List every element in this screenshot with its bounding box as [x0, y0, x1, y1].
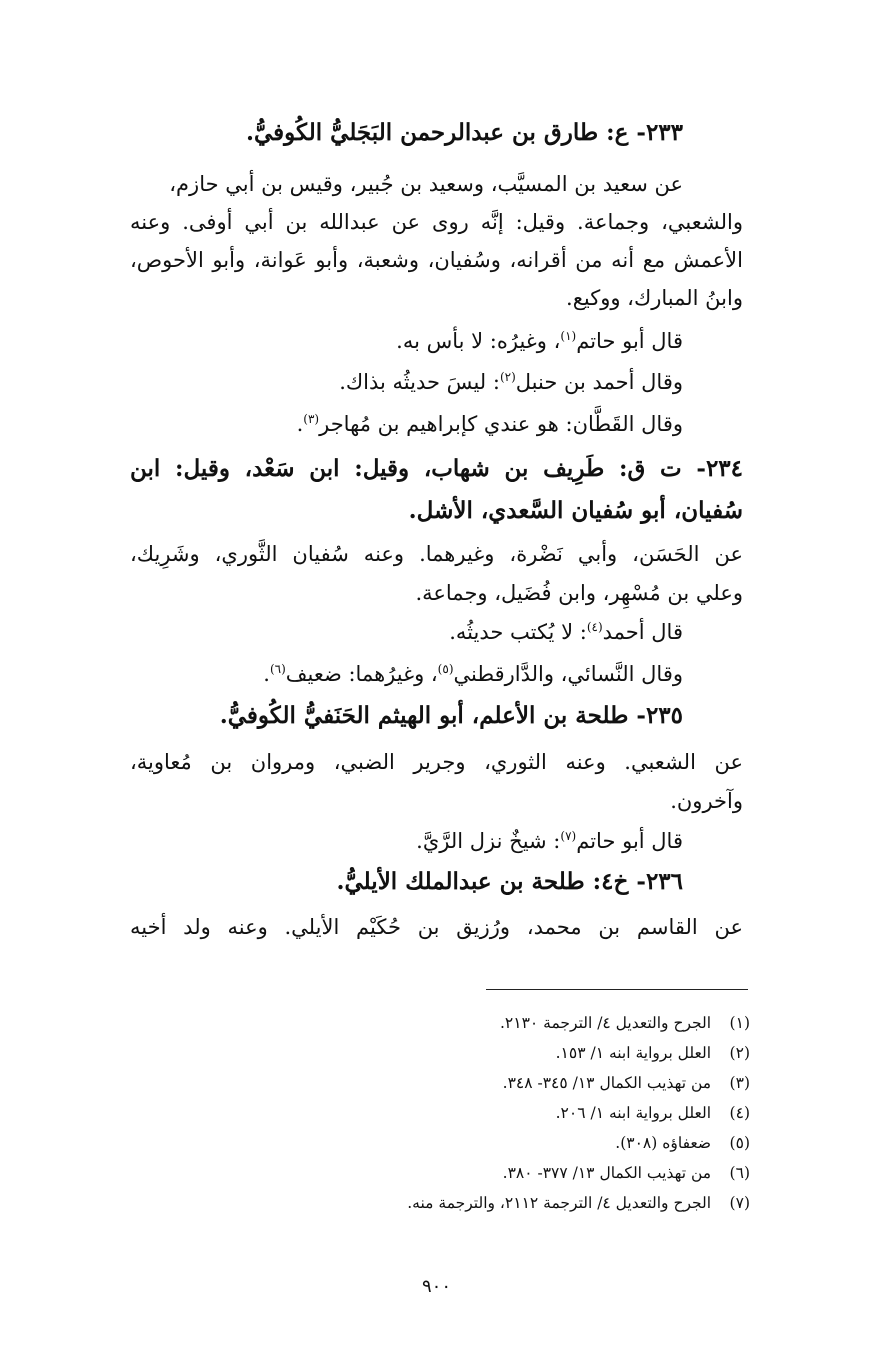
line-text: وقال القَطَّان: هو عندي كإبراهيم بن مُهاجر — [319, 412, 683, 436]
line-text: عن الشعبي. وعنه الثوري، وجرير الضبي، ومروان بن مُعاوية، — [130, 750, 743, 774]
line-text: عن الحَسَن، وأبي نَضْرة، وغيرهما. وعنه سُفيان الثَّوري، وشَرِيك، — [130, 542, 743, 566]
footnote-6 — [503, 1158, 750, 1188]
line-text: : لا يُكتب حديثُه. — [449, 620, 587, 644]
line-text: الأعمش مع أنه من أقرانه، وسُفيان، وشعبة، وأبو عَوانة، وأبو الأحوص، — [130, 248, 743, 272]
footnote-ref: (٧) — [560, 829, 577, 843]
footnote-number: (١) — [729, 1014, 750, 1032]
line-text: وقال أحمد بن حنبل — [515, 370, 683, 394]
line-text: . — [296, 412, 304, 436]
body-line — [73, 405, 683, 443]
footnote-ref: (٤) — [586, 620, 603, 634]
entry-heading-236 — [73, 863, 683, 901]
footnote-text: الجرح والتعديل ٤/ الترجمة ٢١١٢، والترجمة منه. — [407, 1194, 712, 1212]
line-text: قال أحمد — [602, 620, 683, 644]
entry-heading-235 — [73, 697, 683, 735]
page-number: ٩٠٠ — [421, 1276, 451, 1297]
footnote-5 — [615, 1128, 750, 1158]
line-text: عن سعيد بن المسيَّب، وسعيد بن جُبير، وقيس بن أبي حازم، — [169, 172, 683, 196]
footnote-ref: (٣) — [303, 412, 320, 426]
entry-heading-233 — [73, 114, 683, 152]
body-line — [130, 535, 743, 573]
footnote-text: من تهذيب الكمال ١٣/ ٣٤٥- ٣٤٨. — [502, 1074, 712, 1092]
footnote-1 — [500, 1008, 750, 1038]
footnote-ref: (٥) — [437, 662, 454, 676]
body-line — [73, 655, 683, 693]
body-line — [133, 279, 743, 317]
footnote-ref: (٦) — [269, 662, 286, 676]
footnote-ref: (١) — [560, 329, 577, 343]
line-text: وعلي بن مُسْهِر، وابن فُضَيل، وجماعة. — [415, 581, 743, 605]
footnote-text: من تهذيب الكمال ١٣/ ٣٧٧- ٣٨٠. — [502, 1164, 712, 1182]
line-text: وقال النَّسائي، والدَّارقطني — [453, 662, 683, 686]
footnote-text: العلل برواية ابنه ١/ ٢٠٦. — [555, 1104, 712, 1122]
heading-text: ٢٣٤- ت ق: طَرِيف بن شهاب، وقيل: ابن سَعْد، وقيل: ابن — [130, 455, 743, 482]
line-text: : شيخٌ نزل الرَّيَّ. — [416, 829, 561, 853]
line-text: ، وغيرُه: لا بأس به. — [396, 329, 561, 353]
body-line — [130, 743, 743, 781]
entry-heading-234-cont — [133, 492, 743, 530]
footnote-text: ضعفاؤه (٣٠٨). — [615, 1134, 712, 1152]
footnote-number: (٦) — [729, 1164, 750, 1182]
heading-text: ٢٣٣- ع: طارق بن عبدالرحمن البَجَليُّ الكُوفيُّ. — [245, 119, 683, 146]
footnote-separator — [486, 989, 748, 990]
body-line — [130, 241, 743, 279]
line-text: قال أبو حاتم — [576, 329, 683, 353]
body-line — [133, 782, 743, 820]
body-line — [73, 322, 683, 360]
body-line — [73, 613, 683, 651]
footnote-7 — [407, 1188, 750, 1218]
footnote-text: الجرح والتعديل ٤/ الترجمة ٢١٣٠. — [499, 1014, 712, 1032]
footnote-text: العلل برواية ابنه ١/ ١٥٣. — [555, 1044, 712, 1062]
body-line — [133, 574, 743, 612]
line-text: قال أبو حاتم — [576, 829, 683, 853]
line-text: عن القاسم بن محمد، ورُزيق بن حُكَيْم الأيلي. وعنه ولد أخيه — [130, 915, 743, 939]
heading-text: ٢٣٦- خ٤: طلحة بن عبدالملك الأيليُّ. — [336, 868, 683, 895]
body-line — [73, 822, 683, 860]
footnote-number: (٥) — [729, 1134, 750, 1152]
footnote-3 — [503, 1068, 750, 1098]
line-text: وآخرون. — [670, 789, 743, 813]
body-line — [73, 165, 683, 203]
footnote-number: (٣) — [729, 1074, 750, 1092]
line-text: ، وغيرُهما: ضعيف — [285, 662, 438, 686]
heading-text: سُفيان، أبو سُفيان السَّعدي، الأشل. — [408, 497, 743, 524]
body-line — [130, 908, 743, 946]
body-line — [130, 203, 743, 241]
line-text: . — [263, 662, 270, 686]
footnote-ref: (٢) — [499, 370, 516, 384]
footnote-4 — [556, 1098, 750, 1128]
line-text: والشعبي، وجماعة. وقيل: إنَّه روى عن عبدالله بن أبي أوفى. وعنه — [130, 210, 743, 234]
footnote-2 — [556, 1038, 750, 1068]
line-text: : ليسَ حديثُه بذاك. — [339, 370, 500, 394]
footnote-number: (٧) — [729, 1194, 750, 1212]
body-line — [73, 363, 683, 401]
heading-text: ٢٣٥- طلحة بن الأعلم، أبو الهيثم الحَنَفيُّ الكُوفيُّ. — [219, 702, 683, 729]
entry-heading-234 — [130, 450, 743, 488]
footnote-number: (٤) — [729, 1104, 750, 1122]
line-text: وابنُ المبارك، ووكيع. — [566, 286, 743, 310]
footnote-number: (٢) — [729, 1044, 750, 1062]
